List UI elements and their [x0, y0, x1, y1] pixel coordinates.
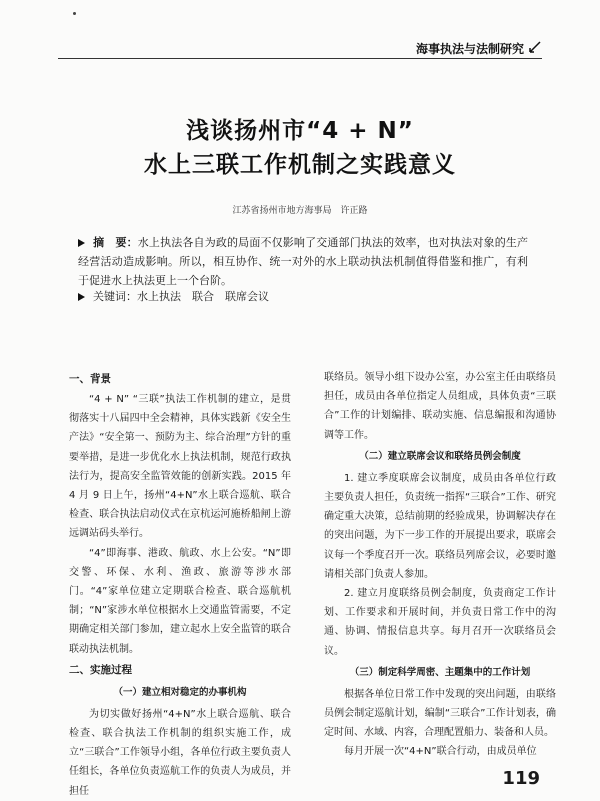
- subsection-heading: （三）制定科学周密、主题集中的工作计划: [349, 666, 531, 678]
- paragraph: “4 + N” “三联”执法工作机制的建立，是贯彻落实十八届四中全会精神，具体实践新《安全生产法》“安全第一、预防为主、综合治理”方针的重要举措，是进一步优化水上执法机制，规范行政执法行为，提高安全监管效能的创新实践。2015 年 4 月 9 日上午，扬州“4+N”水上联合巡航、联合检查、联合执法启动仪式在京杭运河施桥船闸上游远调站码头举行。: [69, 394, 291, 540]
- page-number: 119: [502, 768, 540, 789]
- paragraph: 每月开展一次“4+N”联合行动，由成员单位: [344, 746, 537, 758]
- triangle-bullet-icon: [78, 239, 85, 247]
- abstract-text: 水上执法各自为政的局面不仅影响了交通部门执法的效率，也对执法对象的生产经营活动造成影响。所以，相互协作、统一对外的水上联动执法机制值得借鉴和推广，有利于促进水上执法更上一个台阶。: [78, 236, 529, 287]
- abstract: [78, 233, 528, 290]
- paragraph: 2. 建立月度联络员例会制度，负责商定工作计划、工作要求和开展时间，并负责日常工作中的沟通、协调、情报信息共享。每月召开一次联络员会议。: [324, 588, 556, 657]
- paragraph: 联络员。领导小组下设办公室，办公室主任由联络员担任，成员由各单位指定人员组成，具体负责“三联合”工作的计划编排、联动实施、信息编报和沟通协调等工作。: [324, 372, 556, 441]
- paragraph: “4”即海事、港政、航政、水上公安。“N”即交警、环保、水利、渔政、旅游等涉水部门。“4”家单位建立定期联合检查、联合巡航机制；“N”家涉水单位根据水上交通监管需要，不定期确定相关部门参加，建立起水上安全监管的联合联动执法机制。: [69, 547, 291, 655]
- subsection-heading: （二）建立联席会议和联络员例会制度: [359, 450, 521, 462]
- paragraph: 为切实做好扬州“4+N”水上联合巡航、联合检查、联合执法工作机制的组织实施工作，成立“三联合”工作领导小组，各单位行政主要负责人任组长，各单位负责巡航工作的负责人为成员，并担任: [69, 708, 291, 797]
- abstract-label: 摘 要：: [93, 236, 138, 249]
- author-line: 江苏省扬州市地方海事局 许正路: [232, 206, 368, 216]
- subsection-heading: （一）建立相对稳定的办事机构: [113, 686, 247, 698]
- body-column-left: [69, 368, 291, 801]
- article-title-line2: 水上三联工作机制之实践意义: [144, 152, 456, 178]
- section-heading: 一、背景: [69, 373, 111, 385]
- header-rule: [58, 58, 542, 59]
- triangle-bullet-icon: [78, 293, 85, 301]
- scan-dot: [73, 12, 76, 15]
- paragraph: 1. 建立季度联席会议制度，成员由各单位行政主要负责人担任，负责统一指挥“三联合”工作、研究确定重大决策，总结前期的经验成果，协调解决存在的突出问题，为下一步工作的开展提出要求，联席会议每一个季度召开一次。联络员列席会议，必要时邀请相关部门负责人参加。: [324, 472, 556, 580]
- keywords-label: 关键词：: [93, 290, 137, 303]
- keywords: [78, 288, 528, 304]
- pen-icon: [528, 40, 542, 54]
- paragraph: 根据各单位日常工作中发现的突出问题，由联络员例会制定巡航计划，编制“三联合”工作计划表，确定时间、水域、内容，合理配置船力、装备和人员。: [324, 688, 556, 739]
- body-column-right: [324, 368, 556, 762]
- section-heading: 二、实施过程: [69, 663, 132, 676]
- article-title-line1: 浅谈扬州市“4 + N”: [186, 118, 414, 144]
- running-header: 海事执法与法制研究: [415, 42, 524, 56]
- keywords-text: 水上执法 联合 联席会议: [137, 290, 269, 303]
